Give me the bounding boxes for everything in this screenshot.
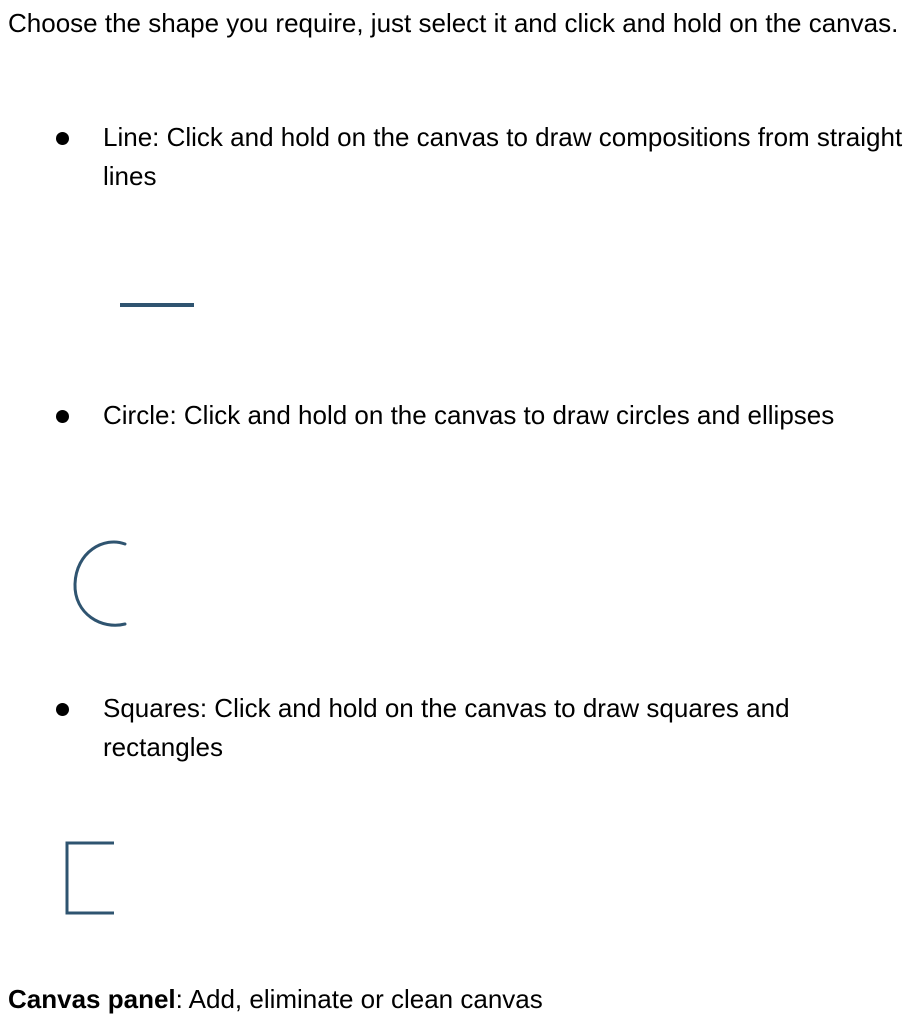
bullet-dot [56,410,69,423]
bullet-dot [56,132,69,145]
canvas-panel-description [8,980,543,1019]
line-description: Line: Click and hold on the canvas to draw compositions from straight lines [103,122,903,191]
circle-description: Circle: Click and hold on the canvas to draw circles and ellipses [103,400,835,430]
line-tool-icon[interactable] [118,298,196,312]
canvas-panel-label: Canvas panel [8,984,176,1014]
canvas-panel-text: : Add, eliminate or clean canvas [175,984,543,1014]
bullet-dot [56,703,69,716]
squares-description: Squares: Click and hold on the canvas to draw squares and rectangles [103,693,790,762]
intro-paragraph: Choose the shape you require, just select it and click and hold on the canvas. [8,8,899,38]
square-tool-icon[interactable] [62,838,118,918]
circle-tool-icon[interactable] [68,538,130,634]
